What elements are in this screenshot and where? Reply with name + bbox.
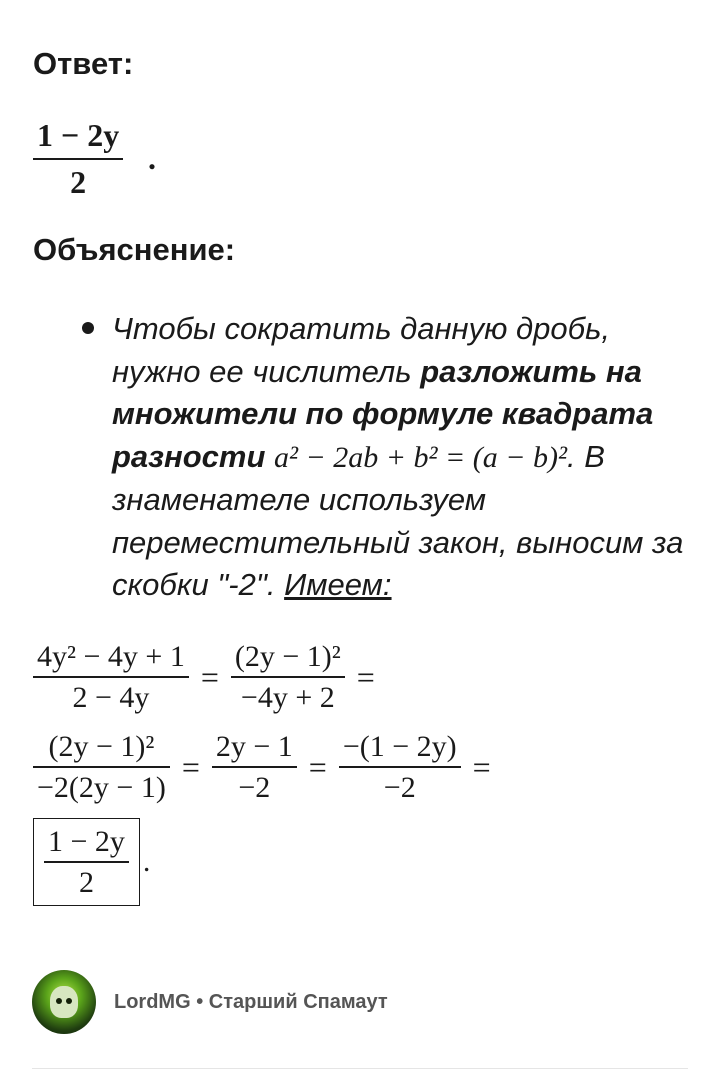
fraction-numerator: −(1 − 2y) [342,730,457,763]
derivation-line-3 [33,818,150,906]
explanation-underlined-text: Имеем: [284,567,392,602]
equals-sign: = [181,748,200,785]
fraction-denominator: −2 [383,771,416,804]
boxed-result [33,818,140,906]
explanation-heading: Объяснение: [33,232,236,267]
equals-sign: = [356,658,375,695]
answer-numerator: 1 − 2y [37,117,120,153]
author-name[interactable]: LordMG [114,990,191,1013]
equals-sign: = [200,658,219,695]
fraction-bar [33,676,189,678]
result-end-dot: . [142,845,151,878]
answer-end-dot: . [148,140,156,176]
answer-denominator: 2 [70,164,87,201]
fraction-bar [33,158,123,160]
author-separator: • [196,990,204,1013]
equals-sign: = [308,748,327,785]
fraction-reduced [212,730,297,804]
fraction-numerator: (2y − 1)² [48,730,155,763]
fraction-numerator: 2y − 1 [215,730,293,763]
fraction-numerator: (2y − 1)² [234,640,341,673]
fraction-original [33,640,189,714]
derivation-line-2 [33,730,503,804]
fraction-denominator: −2 [238,771,271,804]
bullet-icon [82,322,94,334]
explanation-text-part2: . В знаменателе используем переместительный закон, выносим за скобки "-2". [112,438,684,602]
fraction-bar [33,766,170,768]
fraction-denominator: 2 − 4y [72,681,150,714]
fraction-denominator: 2 [78,866,94,899]
avatar[interactable] [32,970,96,1034]
answer-fraction [33,118,123,200]
difference-square-formula: a² − 2ab + b² = (a − b)² [274,440,567,474]
answer-heading: Ответ: [33,46,134,81]
derivation-line-1 [33,640,387,714]
fraction-bar [339,766,461,768]
explanation-text [112,308,692,607]
author-rank: Старший Спамаут [208,990,388,1013]
fraction-denominator: −4y + 2 [240,681,335,714]
fraction-minus-two-out [33,730,170,804]
fraction-factored [231,640,345,714]
fraction-bar [212,766,297,768]
fraction-denominator: −2(2y − 1) [37,771,166,804]
equals-sign: = [472,748,491,785]
explanation-text-part1: Чтобы сократить данную дробь, нужно ее числитель [112,311,610,389]
avatar-eye-icon [56,998,62,1004]
author-info[interactable] [32,970,388,1034]
divider [32,1068,688,1069]
avatar-face-icon [50,986,78,1018]
fraction-bar [231,676,345,678]
author-line [114,991,388,1014]
explanation-bold-text: разложить на множители по формуле квадрата разности [112,353,654,474]
avatar-eye-icon [66,998,72,1004]
fraction-sign-flipped [339,730,461,804]
fraction-numerator: 4y² − 4y + 1 [37,640,185,673]
fraction-numerator: 1 − 2y [48,825,125,858]
result-fraction [44,825,129,899]
fraction-bar [44,861,129,863]
